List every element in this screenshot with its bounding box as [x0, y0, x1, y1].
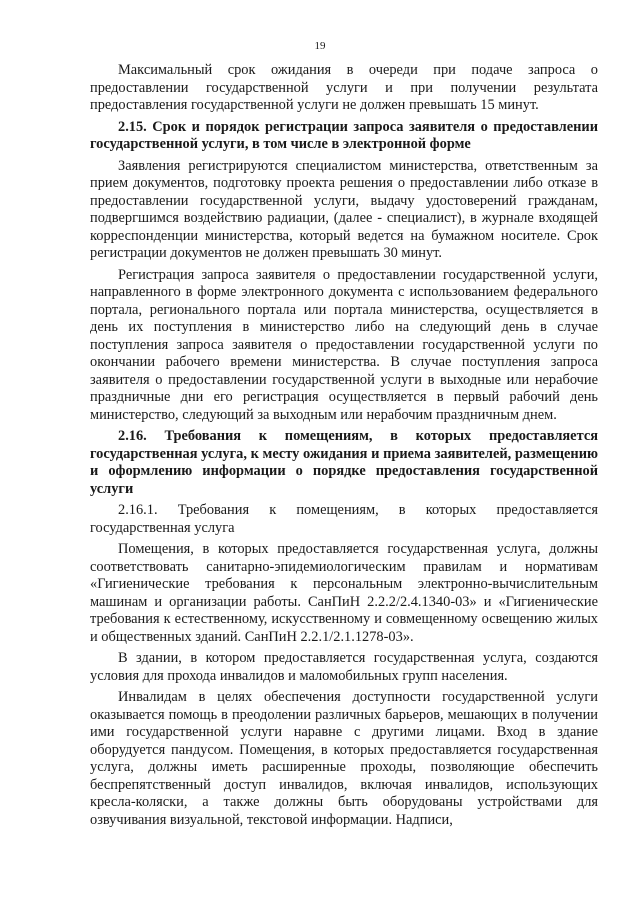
section-heading-2-16: 2.16. Требования к помещениям, в которых предоставляется государственная услуга, к месту ожидания и приема заявителей, размещению и оформлению информации о порядке предоставления государственной услуги — [90, 428, 598, 497]
section-heading-2-15: 2.15. Срок и порядок регистрации запроса заявителя о предоставлении государственной услуги, в том числе в электронной форме — [90, 118, 598, 152]
document-body — [90, 62, 598, 833]
paragraph-waiting-time: Максимальный срок ожидания в очереди при подаче запроса о предоставлении государственной услуги и при получении результата предоставления государственной услуги не должен превышать 15 минут. — [90, 62, 598, 113]
paragraph-electronic-registration: Регистрация запроса заявителя о предоставлении государственной услуги, направленного в форме электронного документа с использованием федерального портала, регионального портала или портала министерства, осуществляется в день их поступления в министерство либо на следующий день в случае поступления запроса заявителя о предоставлении государственной услуги по окончании рабочего времени министерства. В случае поступления запроса заявителя о предоставлении государственной услуги в выходные или нерабочие праздничные дни его регистрация осуществляется в первый рабочий день министерство, следующий за выходным или нерабочим праздничным днем. — [90, 266, 598, 423]
paragraph-disabled-assistance: Инвалидам в целях обеспечения доступности государственной услуги оказывается помощь в преодолении различных барьеров, мешающих в получении ими государственной услуги наравне с другими лицами. Вход в здание оборудуется пандусом. Помещения, в которых предоставляется государственная услуга, должны иметь расширенные проходы, позволяющие обеспечить беспрепятственный доступ инвалидов, включая инвалидов, использующих кресла-коляски, а также должны быть оборудованы устройствами для озвучивания визуальной, текстовой информации. Надписи, — [90, 689, 598, 828]
paragraph-sanitary-requirements: Помещения, в которых предоставляется государственная услуга, должны соответствовать санитарно-эпидемиологическим правилам и нормативам «Гигиенические требования к персональным электронно-вычислительным машинам и организации работы. СанПиН 2.2.2/2.4.1340-03» и «Гигиенические требования к естественному, искусственному и совмещенному освещению жилых и общественных зданий. СанПиН 2.2.1/2.1.1278-03». — [90, 541, 598, 645]
subsection-heading-2-16-1: 2.16.1. Требования к помещениям, в которых предоставляется государственная услуга — [90, 502, 598, 536]
paragraph-disabled-access: В здании, в котором предоставляется государственная услуга, создаются условия для прохода инвалидов и маломобильных групп населения. — [90, 650, 598, 684]
page-number: 19 — [314, 40, 326, 52]
paragraph-registration-by-specialist: Заявления регистрируются специалистом министерства, ответственным за прием документов, подготовку проекта решения о предоставлении либо отказе в предоставлении государственной услуги, выдачу удостоверений гражданам, подвергшимся воздействию радиации, (далее - специалист), в журнале входящей корреспонденции министерства, который ведется на бумажном носителе. Срок регистрации документов не должен превышать 30 минут. — [90, 157, 598, 261]
